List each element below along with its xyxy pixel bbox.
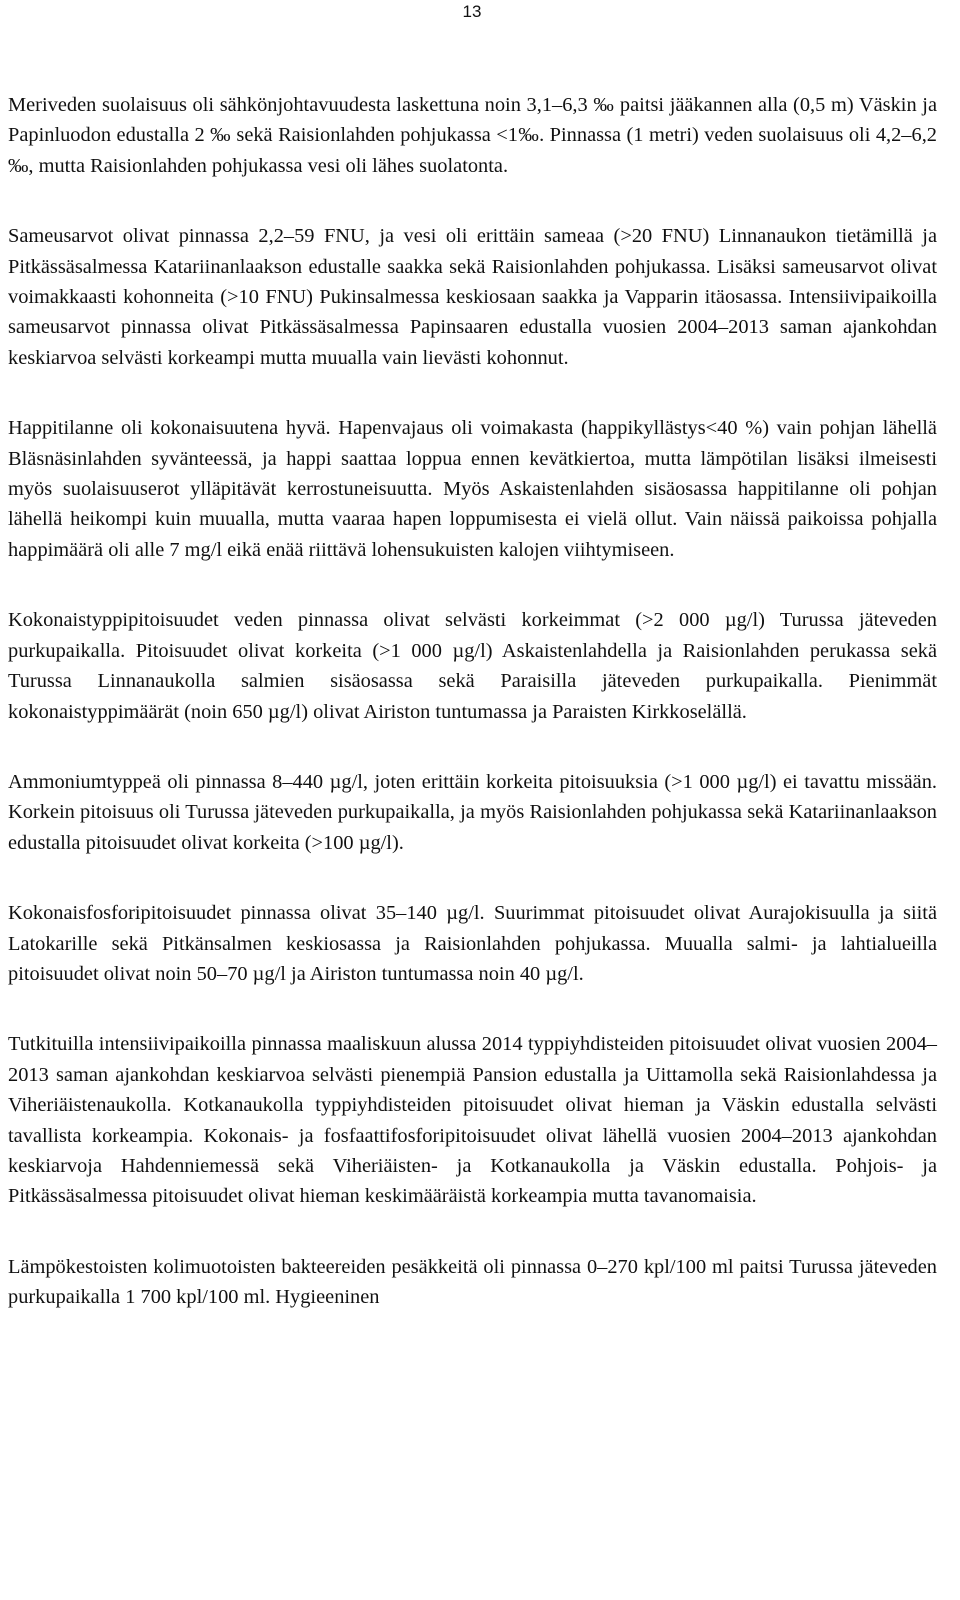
paragraph-total-nitrogen: Kokonaistyppipitoisuudet veden pinnassa olivat selvästi korkeimmat (>2 000 µg/l) Turussa jäteveden purkupaikalla. Pitoisuudet olivat korkeita (>1 000 µg/l) Askaistenlahdella ja Raisionlahden perukassa sekä Turussa Linnanaukolla salmien sisäosassa sekä Paraisilla jäteveden purkupaikalla. Pienimmät kokonaistyppimäärät (noin 650 µg/l) olivat Airiston tuntumassa ja Paraisten Kirkkoselällä. (8, 609, 937, 723)
paragraph-total-phosphorus: Kokonaisfosforipitoisuudet pinnassa olivat 35–140 µg/l. Suurimmat pitoisuudet olivat Aurajokisuulla ja siitä Latokarille sekä Pitkänsalmen keskiosassa ja Raisionlahden pohjukassa. Muualla salmi- ja lahtialueilla pitoisuudet olivat noin 50–70 µg/l ja Airiston tuntumassa noin 40 µg/l. (8, 902, 937, 985)
body-text (8, 90, 937, 1313)
page-number: 13 (462, 2, 482, 21)
paragraph-oxygen: Happitilanne oli kokonaisuutena hyvä. Hapenvajaus oli voimakasta (happikyllästys<40 %) vain pohjan lähellä Bläsnäsinlahden syvänteessä, ja happi saattaa loppua ennen kevätkiertoa, mutta lämpötilan lisäksi ilmeisesti myös suolaisuuserot ylläpitävät kerrostuneisuutta. Myös Askaistenlahden sisäosassa happitilanne oli pohjan lähellä heikompi kuin muualla, mutta vaaraa hapen loppumisesta ei vielä ollut. Vain näissä paikoissa pohjalla happimäärä oli alle 7 mg/l eikä enää riittävä lohensukuisten kalojen viihtymiseen. (8, 417, 937, 561)
paragraph-intensive-sites: Tutkituilla intensiivipaikoilla pinnassa maaliskuun alussa 2014 typpiyhdisteiden pitoisuudet olivat vuosien 2004–2013 saman ajankohdan keskiarvoa selvästi pienempiä Pansion edustalla ja Uittamolla sekä Raisionlahdessa ja Viheriäistenaukolla. Kotkanaukolla typpiyhdisteiden pitoisuudet olivat hieman ja Väskin edustalla selvästi tavallista korkeampia. Kokonais- ja fosfaattifosforipitoisuudet olivat lähellä vuosien 2004–2013 ajankohdan keskiarvoja Hahdenniemessä sekä Viheriäisten- ja Kotkanaukolla ja Väskin edustalla. Pohjois- ja Pitkässäsalmessa pitoisuudet olivat hieman keskimääräistä korkeampia mutta tavanomaisia. (8, 1033, 937, 1208)
paragraph-coliform-bacteria: Lämpökestoisten kolimuotoisten bakteereiden pesäkkeitä oli pinnassa 0–270 kpl/100 ml paitsi Turussa jäteveden purkupaikalla 1 700 kpl/100 ml. Hygieeninen (8, 1255, 937, 1309)
paragraph-ammonium-nitrogen: Ammoniumtyppeä oli pinnassa 8–440 µg/l, joten erittäin korkeita pitoisuuksia (>1 000 µg/l) ei tavattu missään. Korkein pitoisuus oli Turussa jäteveden purkupaikalla, ja myös Raisionlahden pohjukassa sekä Katariinanlaakson edustalla pitoisuudet olivat korkeita (>100 µg/l). (8, 770, 937, 854)
paragraph-turbidity: Sameusarvot olivat pinnassa 2,2–59 FNU, ja vesi oli erittäin sameaa (>20 FNU) Linnanaukon tietämillä ja Pitkässäsalmessa Katariinanlaakson edustalle saakka sekä Raisionlahden pohjukassa. Lisäksi sameusarvot olivat voimakkaasti kohonneita (>10 FNU) Pukinsalmessa keskiosaan saakka ja Vapparin itäosassa. Intensiivipaikoilla sameusarvot pinnassa olivat Pitkässäsalmessa Papinsaaren edustalla vuosien 2004–2013 saman ajankohdan keskiarvoa selvästi korkeampi mutta muualla vain lievästi kohonnut. (8, 225, 937, 369)
paragraph-salinity: Meriveden suolaisuus oli sähkönjohtavuudesta laskettuna noin 3,1–6,3 ‰ paitsi jääkannen alla (0,5 m) Väskin ja Papinluodon edustalla 2 ‰ sekä Raisionlahden pohjukassa <1‰. Pinnassa (1 metri) veden suolaisuus oli 4,2–6,2 ‰, mutta Raisionlahden pohjukassa vesi oli lähes suolatonta. (8, 94, 937, 177)
